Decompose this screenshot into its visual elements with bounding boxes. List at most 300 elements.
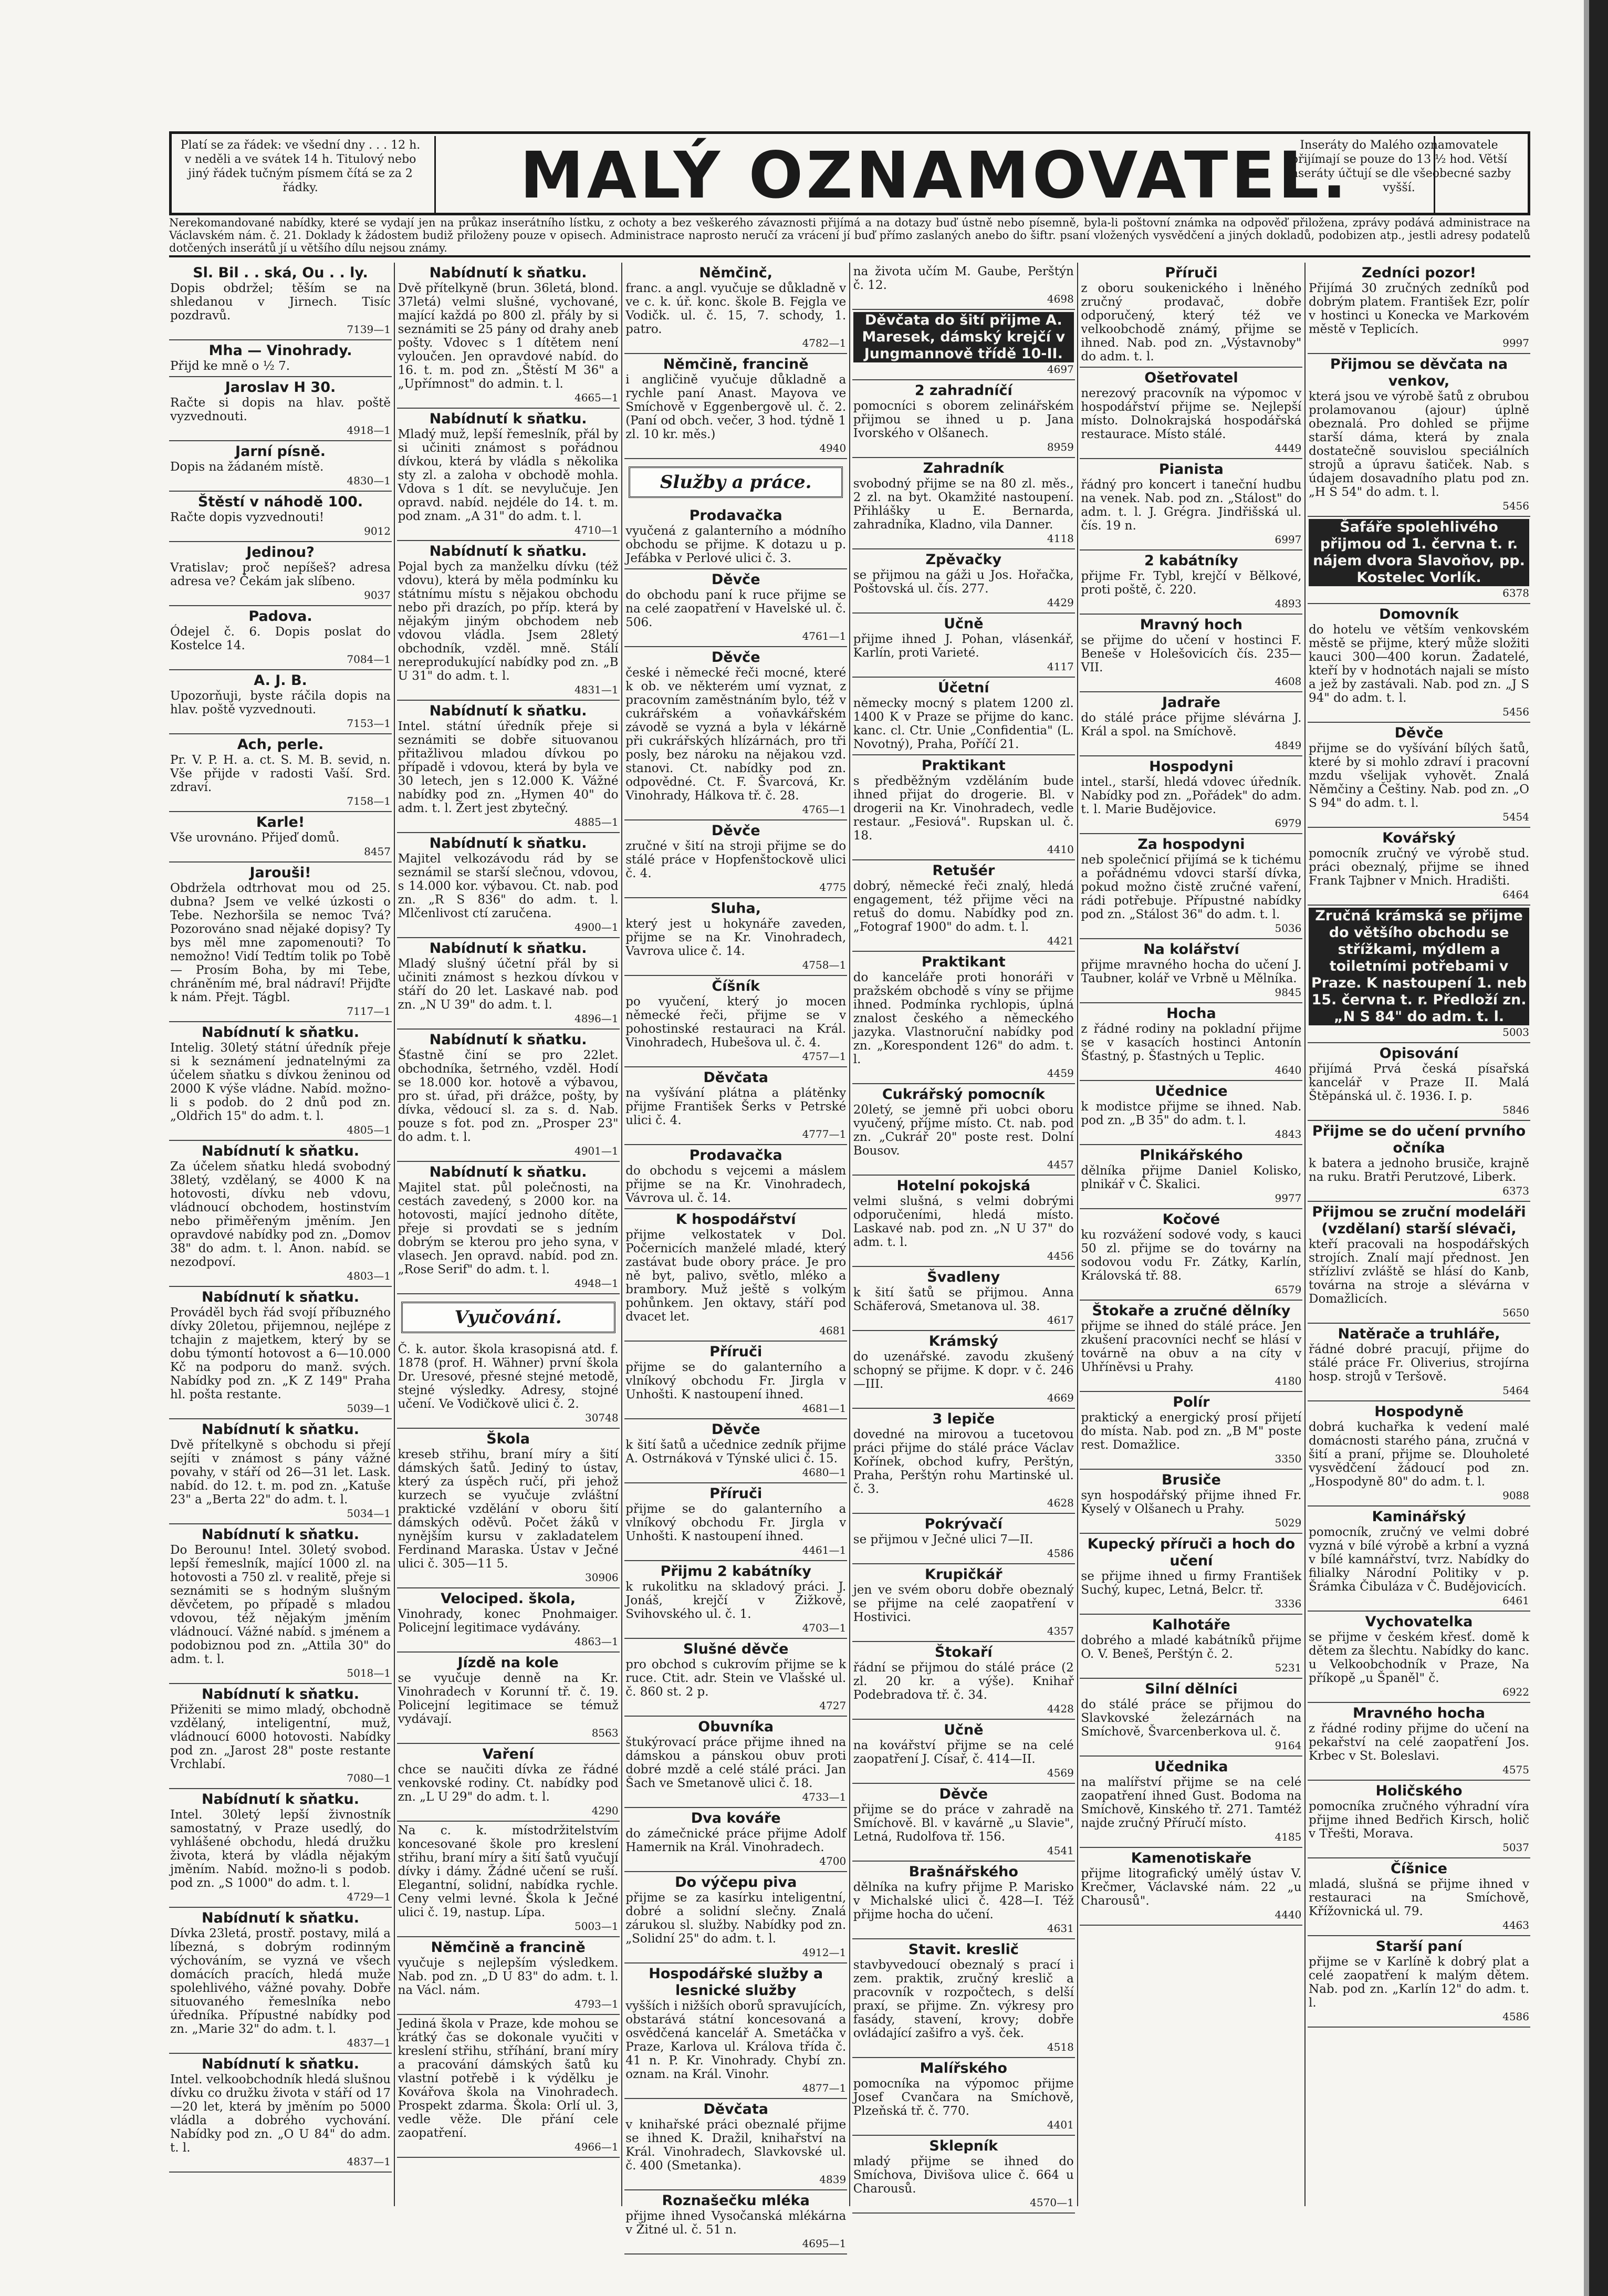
ad-number: 9012 [364, 525, 391, 537]
ad-number: 5231 [1275, 1661, 1302, 1674]
ad-heading: Dva kováře [691, 1810, 781, 1826]
ad-number: 4421 [1047, 934, 1074, 947]
ad-heading: Polír [1173, 1394, 1210, 1410]
classified-ad [169, 812, 392, 863]
ad-heading: Nabídnutí k sňatku. [202, 1289, 359, 1305]
ad-number: 4697 [1047, 363, 1074, 376]
ad-body: k šití šatů a učednice zedník přijme A. Ostrnáková v Týnské ulici č. 15. [625, 1438, 847, 1466]
ad-heading: Němčině, francině [663, 356, 809, 372]
ad-number: 30748 [584, 1411, 619, 1424]
ad-body: do hotelu ve větším venkovském městě se přijme, který může složiti kauci 300—400 korun. Žadatelé, kteří by v hodnotách najali se místo a jež by zastávali. Nab. pod zn. „J S 94" do adm. t. l. [1309, 623, 1529, 705]
ad-heading: Vychovatelka [1365, 1614, 1473, 1630]
ad-number: 4893 [1275, 597, 1302, 610]
classified-ad [169, 377, 392, 441]
ad-body: zručné v šití na stroji přijme se do stálé práce v Hopfenštockově ulici č. 4. [625, 839, 847, 880]
classified-ad [624, 1872, 847, 1963]
ad-number: 4839 [819, 2173, 847, 2186]
classified-ad [397, 263, 620, 409]
ad-body: pomocníka na výpomoc přijme Josef Cvančara na Smíchově, Plzeňská tř. č. 770. [853, 2077, 1074, 2118]
ad-heading: Nabídnutí k sňatku. [429, 265, 587, 281]
classified-ad [852, 860, 1075, 952]
ad-heading: Hospodyně [1374, 1404, 1464, 1420]
classified-ad [1308, 906, 1530, 1043]
ad-number: 6378 [1502, 587, 1529, 599]
ad-heading: Ach, perle. [237, 736, 324, 753]
ad-heading: Jedinou? [246, 544, 315, 560]
classified-ad [1080, 834, 1302, 939]
classified-ad [1308, 354, 1530, 517]
ad-heading: Velociped. škola, [441, 1591, 576, 1607]
ad-number: 4631 [1047, 1922, 1074, 1935]
ad-heading: Jadraře [1162, 694, 1220, 711]
ad-number: 7139—1 [347, 323, 391, 336]
ad-body: Intelig. 30letý státní úředník přeje si k seznámení jednatelnými za účelem sňatku s dívkou ženinou od 2000 K výše vládne. Nabíd. možno-li s podob. do 2 dnů pod zn. „Oldřich 15" do adm. t. l. [170, 1041, 391, 1123]
column-rule [849, 263, 850, 2206]
ad-heading: 3 lepiče [932, 1411, 995, 1427]
ad-heading: Nabídnutí k sňatku. [202, 1910, 359, 1926]
ad-number: 4640 [1275, 1064, 1302, 1076]
classified-ad [624, 1067, 847, 1145]
classified-ad [397, 701, 620, 833]
ad-number: 8563 [591, 1727, 619, 1739]
classified-ad [169, 606, 392, 670]
classified-ad [624, 2190, 847, 2255]
ad-heading: Přijmou se zruční modeláři (vzdělaní) starší slévači, [1312, 1204, 1526, 1237]
ad-heading: Štokaří [934, 1644, 993, 1660]
ad-body: nerezový pracovník na výpomoc v hospodářství přijme se. Nejlepší místo. Dolnokrajská hospodářská restaurace. Místo stálé. [1081, 387, 1302, 441]
ad-heading: Učednice [1155, 1083, 1228, 1099]
ad-number: 4837—1 [347, 2155, 391, 2168]
classified-ad [852, 1642, 1075, 1720]
classified-ad [624, 1209, 847, 1342]
ad-body: Mladý slušný účetní přál by si učiniti známost s hezkou dívkou v stáří do 20 let. Laskavé nab. pod zn. „N U 39" do adm. t. l. [398, 957, 619, 1012]
ad-body: dovedné na mirovou a tucetovou práci přijme do stálé práce Václav Kořínek, obchod kufry, Perštýn, Praha, Perštýn rohu Martinské ul. č. 3. [853, 1428, 1074, 1496]
ad-body: dobrého a mladé kabátníků přijme O. V. Beneš, Perštýn č. 2. [1081, 1634, 1302, 1661]
ad-number: 4290 [591, 1804, 619, 1817]
classified-ad [169, 734, 392, 812]
ad-number: 9088 [1502, 1489, 1529, 1502]
ad-heading: Nabídnutí k sňatku. [202, 1421, 359, 1438]
ad-number: 4608 [1275, 675, 1302, 688]
ad-body: přijímá Prvá česká písařská kancelář v Praze II. Malá Štěpánská ul. č. 1936. I. p. [1309, 1062, 1529, 1103]
ad-number: 4966—1 [574, 2141, 619, 2153]
ad-number: 4775 [819, 881, 847, 894]
classified-ad [169, 1287, 392, 1419]
ad-body: se přijme do učení v hostinci F. Beneše v Holešovicích čís. 235—VII. [1081, 633, 1302, 674]
ad-heading: Kamenotiskaře [1131, 1850, 1252, 1866]
ad-heading: Kalhotáře [1152, 1617, 1230, 1633]
ad-body: Obdržela odtrhovat mou od 25. dubna? Jsem ve velké úzkosti o Tebe. Nezhoršila se nemoc Tvá? Pozorováno snad nějaké dopisy? Ty bys měl mne zapomenouti? To nemožno! Vidí Tedtím tolik po Tobě — Prosím Boha, by mi Tebe, chráněním mé, bral nádraví! Přijďte k nám. Přejt. Tágbl. [170, 881, 391, 1004]
ad-number: 5029 [1275, 1516, 1302, 1529]
ad-column [169, 263, 392, 2206]
page-edge-shadow [1584, 0, 1589, 2296]
ad-body: Upozorňuji, byste ráčila dopis na hlav. poště vyzvednouti. [170, 689, 391, 716]
ad-body: velmi slušná, s velmi dobrými odporučeními, hledá místo. Laskavé nab. pod zn. „N U 37" do adm. t. l. [853, 1194, 1074, 1249]
ad-number: 5650 [1502, 1306, 1529, 1319]
ad-body: přijme se do galanterního a vlníkový obchodu Fr. Jirgla v Unhošti. K nastoupení ihned. [625, 1360, 847, 1401]
ad-number: 9037 [364, 589, 391, 601]
ad-number: 4703—1 [802, 1622, 847, 1634]
ad-heading: Starší paní [1375, 1938, 1463, 1955]
page-edge [1589, 0, 1608, 2296]
ad-number: 4429 [1047, 596, 1074, 609]
ad-heading: Děvče [711, 649, 760, 666]
ad-number: 30906 [584, 1571, 619, 1584]
ad-heading: Krámský [928, 1333, 998, 1349]
column-rule [394, 263, 395, 2206]
ad-number: 4117 [1047, 660, 1074, 673]
page-title: MALÝ OZNAMOVATEL. [520, 138, 1350, 213]
ad-body: která jsou ve výrobě šatů z obrubou prolamovanou (ajour) úplně obeznalá. Pro dohled se přijme starší dáma, která by znala dostatečně souvislou speciálních strojů a úpravu šatiček. Nab. s údajem dosavadního platu pod zn. „H S 54" do adm. t. l. [1309, 390, 1529, 499]
ad-number: 4698 [1047, 293, 1074, 305]
ad-heading: Hospodářské služby a lesnické služby [649, 1966, 823, 1999]
ad-heading: Kaminářský [1372, 1509, 1466, 1525]
ad-number: 4180 [1275, 1375, 1302, 1387]
ad-heading: Kovářský [1382, 830, 1456, 846]
ad-body: praktický a energický prosí přijetí do místa. Nab. pod zn. „B M" poste rest. Domažlice. [1081, 1411, 1302, 1452]
ad-body: Dvě přítelkyně (brun. 36letá, blond. 37letá) velmi slušné, vychované, mající každá po 800 zl. přály by si seznámiti se 25 pány od drahy aneb pošty. Vdovec s 1 dítětem není vyloučen. Jen opravdové nabíd. do 16. t. m. pod zn. „Štěstí M 36" a „Upřímnost" do admin. t. l. [398, 282, 619, 391]
classified-ad [169, 2054, 392, 2173]
ad-number: 7080—1 [347, 1772, 391, 1784]
ad-number: 4410 [1047, 843, 1074, 856]
ad-heading: Opisování [1379, 1045, 1459, 1062]
classified-ad [1080, 1615, 1302, 1679]
classified-ad [852, 678, 1075, 755]
ad-heading: Hotelní pokojská [896, 1178, 1031, 1194]
ad-heading: Nabídnutí k sňatku. [202, 2056, 359, 2072]
classified-ad [852, 1939, 1075, 2058]
classified-ad [169, 1419, 392, 1524]
ad-body: přijme ihned Vysočanská mlékárna v Žitné ul. č. 51 n. [625, 2209, 847, 2237]
ad-heading: Padova. [248, 608, 312, 625]
ad-heading: Děvčata [703, 2101, 769, 2117]
classified-ad [852, 1331, 1075, 1409]
ad-number: 4669 [1047, 1391, 1074, 1404]
ad-body: do obchodu s vejcemi a máslem přijme se na Kr. Vinohradech, Vávrova ul. č. 14. [625, 1164, 847, 1205]
classified-ad [1308, 1703, 1530, 1781]
ad-heading: Přijmu 2 kabátníky [660, 1563, 811, 1580]
ad-body: přijme Fr. Tybl, krejčí v Bělkové, proti poště, č. 220. [1081, 569, 1302, 597]
ad-heading: Nabídnutí k sňatku. [429, 940, 587, 957]
ad-heading: Číšnice [1391, 1861, 1447, 1877]
ad-number: 4940 [819, 442, 847, 454]
classified-ad [1080, 1145, 1302, 1209]
ad-body: chce se naučiti dívka ze řádné venkovské rodiny. Ct. nabídky pod zn. „L U 29" do adm. t. l. [398, 1763, 619, 1804]
ad-number: 4681 [819, 1324, 847, 1337]
classified-ad [1080, 550, 1302, 615]
classified-ad [1080, 459, 1302, 550]
ad-heading: Děvčata [703, 1069, 769, 1086]
classified-ad [852, 952, 1075, 1084]
classified-ad [1308, 1401, 1530, 1507]
ad-body: z oboru soukenického i lněného zručný prodavač, dobře odporučený, který též ve velkoobchodě známý, přijme se ihned. Nab. pod zn. „Výstavnoby" do adm. t. l. [1081, 282, 1302, 363]
ad-body: Přijímá 30 zručných zedníků pod dobrým platem. František Ezr, polír v hostinci u Konecka ve Markovém městě v Teplicích. [1309, 282, 1529, 336]
ad-heading: Přijme se do učení prvního očníka [1312, 1123, 1526, 1156]
classified-ad [624, 1717, 847, 1808]
deadline-info: Inseráty do Malého oznamovatele přijímají se pouze do 13 ½ hod. Větší inseráty účtují se dle všeobecné sazby vyšší. [1287, 139, 1511, 194]
ad-body: české i německé řeči mocné, které k ob. ve některém umí vyznat, z pracovním zaměstnáním bylo, též v cukrářském a voňavkářském závodě se vyzná a byla v lékárně při cukrářských hlízárnách, pro tři posly, bez nároku na nějakou vzd. stanovi. Ct. nabídky pod zn. odpovědné. Ct. F. Švarcová, Kr. Vinohrady, Hálkova tř. č. 28. [625, 666, 847, 803]
ad-number: 4733—1 [802, 1791, 847, 1803]
ad-heading: Mravného hocha [1353, 1705, 1485, 1721]
ad-number: 6922 [1502, 1686, 1529, 1698]
ad-number: 4901—1 [574, 1145, 619, 1157]
price-info: Platí se za řádek: ve všední dny . . . 12 h. v neděli a ve svátek 14 h. Titulový nebo jiný řádek tučným písmem čítá se za 2 řádky. [180, 139, 421, 194]
ad-body: Šťastně činí se pro 22let. obchodníka, šetrného, vzděl. Hodí se 18.000 kor. hotově a výbavou, pro st. úřad, při drážce, pošty, by dívka, vědoucí sl. za s. d. Nab. pouze s fot. pod zn. „Prosper 23" do adm. t. l. [398, 1048, 619, 1144]
ad-body: syn hospodářský přijme ihned Fr. Kyselý v Olšanech u Prahy. [1081, 1489, 1302, 1516]
classified-ad [852, 1084, 1075, 1176]
ad-heading: Silní dělníci [1145, 1681, 1238, 1697]
ad-body: přijme se za kasírku inteligentní, dobré a solidní slečny. Znalá zárukou sl. služby. Nabídky pod zn. „Solidní 25" do adm. t. l. [625, 1891, 847, 1946]
ad-body: Přijd ke mně o ½ 7. [170, 359, 290, 373]
classified-ad [1308, 1507, 1530, 1612]
ad-heading: Nabídnutí k sňatku. [429, 1164, 587, 1180]
ad-body: Dívka 23letá, prostř. postavy, milá a líbezná, s dobrým rodinným výchováním, se vyzná ve všech domácích pracích, hledá muže spolehlivého, vážné povahy. Dobře situovaného řemeslníka nebo úředníka. Přípustné nabídky pod zn. „Marie 32" do adm. t. l. [170, 1927, 391, 2036]
ad-heading: Kočové [1162, 1211, 1220, 1228]
ad-body: přijme velkostatek v Dol. Počernicích manželé mladé, který zastávat bude obory práce. Je pro ně byt, palivo, světlo, mléko a brambory. Muž ještě s volkým pohůnkem. Jen oktavy, stáří pod dvacet let. [625, 1228, 847, 1324]
ad-number: 6997 [1275, 533, 1302, 546]
ad-heading: Do výčepu piva [675, 1874, 797, 1890]
ad-number: 4912—1 [802, 1946, 847, 1959]
ad-number: 4765—1 [802, 803, 847, 816]
ad-heading: Sklepník [929, 2138, 998, 2154]
ad-body: přijme litografický umělý ústav V. Krečmer, Václavské nám. 22 „u Charousů". [1081, 1867, 1302, 1908]
ad-body: do kanceláře proti honoráři v pražském obchodě s víny se přijme ihned. Podmínka rychlopis, úplná znalost českého a německého jazyka. Vlastnoruční nabídky pod zn. „Korespondent 126" do adm. t. l. [853, 971, 1074, 1066]
ad-body: kreseb střihu, braní míry a šití dámských šatů. Jediný to ústav, který za úspěch ručí, při jehož kurzech se vyučuje zvláštní praktické vzdělání v oboru šití dámských oděvů. Počet žáků v nynějším kursu v zakladatelem Ferdinand Maraska. Ústav v Ječné ulici č. 305—11 5. [398, 1448, 619, 1571]
ad-number: 6979 [1275, 817, 1302, 829]
classified-ad [1080, 1301, 1302, 1392]
ad-heading: Roznašečku mléka [662, 2193, 810, 2209]
classified-ad [169, 1789, 392, 1908]
ad-body: Pr. V. P. H. a. ct. S. M. B. sevid, n. Vše přijde v radosti Vaší. Srd. zdraví. [170, 753, 391, 794]
ad-body: vyučená z galanterního a módního obchodu se přijme. K dotazu u p. Jefábka v Perlové ulici č. 3. [625, 524, 847, 565]
classified-ad [1308, 1324, 1530, 1401]
ad-heading: Na kolářství [1143, 941, 1239, 958]
ad-body: franc. a angl. vyučuje se důkladně v ve c. k. úř. konc. škole B. Fejgla ve Vodičk. ul. č. 15, 7. schody, 1. patro. [625, 282, 847, 336]
ad-heading: Nabídnutí k sňatku. [202, 1791, 359, 1807]
ad-number: 5018—1 [347, 1667, 391, 1679]
classified-ad [1080, 368, 1302, 459]
ad-heading: Sluha, [711, 900, 761, 917]
ad-heading: Děvče [711, 1421, 760, 1438]
classified-ad [397, 409, 620, 541]
ad-heading: Obuvníka [698, 1719, 774, 1735]
masthead [169, 131, 1530, 215]
ad-number: 6461 [1502, 1594, 1529, 1607]
ad-body: se vyučuje denně na Kr. Vinohradech v Korunní tř. č. 19. Policejní legitimace se témuž vydávají. [398, 1671, 619, 1726]
ad-number: 9845 [1275, 986, 1302, 999]
ad-body: Dopis obdržel; těším se na shledanou v Jirnech. Tisíc pozdravů. [170, 282, 391, 323]
ad-heading: Mravný hoch [1140, 617, 1242, 633]
classified-ad [169, 1022, 392, 1141]
classified-ad [169, 492, 392, 542]
classified-ad [624, 354, 847, 459]
ad-number: 5037 [1502, 1841, 1529, 1854]
ad-number: 4586 [1047, 1547, 1074, 1560]
ad-body: k modistce přijme se ihned. Nab. pod zn. „B 35" do adm. t. l. [1081, 1100, 1302, 1127]
ad-number: 5454 [1502, 811, 1529, 823]
ad-number: 4118 [1047, 532, 1074, 545]
ad-body: k šití šatů se přijmou. Anna Schäferová, Smetanova ul. 38. [853, 1286, 1074, 1313]
ad-body: Do Berounu! Intel. 30letý svobod. lepší řemeslník, mající 1000 zl. na hotovosti a 750 zl. v realitě, přeje si seznámiti se s hodným slušným děvčetem, po případě s mladou vdovou, též nějakým jměním vládnoucí. Vážné nabíd. s jménem a podobiznou pod zn. „Attila 30" do adm. t. l. [170, 1543, 391, 1666]
ad-body: Vinohrady, konec Pnohmaiger. Policejní legitimace vydávány. [398, 1607, 619, 1635]
ad-heading: Učně [944, 1722, 984, 1738]
classified-ad [397, 1588, 620, 1653]
ad-body: na malířství přijme se na celé zaopatření ihned Gust. Bodoma na Smíchově, Kinského tř. 271. Tamtéž najde zručný Příručí místo. [1081, 1775, 1302, 1830]
ad-body: Intel. velkoobchodník hledá slušnou dívku co družku života v stáří od 17—20 let, která by jměním po 5000 vládla a dobrého vychování. Nabídky pod zn. „O U 84" do adm. t. l. [170, 2073, 391, 2155]
classified-ad [1080, 1848, 1302, 1926]
ad-body: na života učím M. Gaube, Perštýn č. 12. [853, 265, 1074, 292]
ad-number: 4948—1 [574, 1277, 619, 1290]
ad-number: 4461—1 [802, 1544, 847, 1556]
ad-number: 4896—1 [574, 1012, 619, 1025]
ad-heading: Přijmou se děvčata na venkov, [1330, 356, 1508, 389]
classified-ad [624, 1483, 847, 1561]
ad-body: Majitel velkozávodu rád by se seznámil se starší slečnou, vdovou, s 14.000 kor. výbavou. Ct. nab. pod zn. „R S 836" do adm. t. l. Mlčenlivost ctí zaručena. [398, 852, 619, 920]
ad-heading: Hocha [1166, 1005, 1216, 1022]
ad-number: 4710—1 [574, 524, 619, 536]
ad-heading: Nabídnutí k sňatku. [202, 1686, 359, 1702]
ad-number: 4758—1 [802, 959, 847, 971]
ad-heading: Cukrářský pomocník [882, 1086, 1045, 1103]
ad-heading: Brašnářského [909, 1864, 1018, 1880]
ad-body: do uzenářské. zavodu zkušený schopný se přijme. K dopr. v č. 246—III. [853, 1350, 1074, 1391]
ad-number: 4401 [1047, 2118, 1074, 2131]
ad-body: přijme se do galanterního a vlníkový obchodu Fr. Jirgla v Unhošti. K nastoupení ihned. [625, 1502, 847, 1543]
ad-heading: Praktikant [921, 954, 1006, 970]
classified-ad [624, 569, 847, 647]
classified-ad [169, 1524, 392, 1684]
classified-ad [852, 1564, 1075, 1642]
ad-body: z řádné rodiny přijme do učení na pekařství na celé zaopatření Jos. Krbec v St. Boleslavi. [1309, 1722, 1529, 1763]
classified-ad [852, 2136, 1075, 2214]
classified-ad [852, 380, 1075, 458]
ad-body: ku rozvážení sodové vody, s kauci 50 zl. přijme se do továrny na sodovou vodu Fr. Zátky, Karlín, Královská tř. 88. [1081, 1228, 1302, 1283]
ad-number: 6373 [1502, 1185, 1529, 1197]
classified-ad [1308, 723, 1530, 828]
ad-heading: Šafáře spolehlivého přijmou od 1. června t. r. nájem dvora Slavoňov, pp. Kostelec Vorlík. [1309, 519, 1529, 586]
ad-heading: Nabídnutí k sňatku. [429, 703, 587, 719]
ad-body: pomocníci s oborem zelinářském přijmou se ihned u p. Jana Ivorského v Olšanech. [853, 399, 1074, 440]
ad-heading: Brusiče [1162, 1472, 1221, 1488]
ad-body: Intel. 30letý lepší živnostník samostatný, v Praze usedlý, do vyhlášené obchodu, hledá družku života, která by vládla nějakým jměním. Nabíd. možno-li s podob. pod zn. „S 1000" do adm. t. l. [170, 1808, 391, 1890]
ad-number: 4793—1 [574, 1998, 619, 2010]
classified-ad [1080, 756, 1302, 834]
ad-body: se přijme ihned u firmy František Suchý, kupec, Letná, Belcr. tř. [1081, 1570, 1302, 1597]
ad-body: do zámečnické práce přijme Adolf Hamernik na Král. Vinohradech. [625, 1827, 847, 1854]
ad-heading: Švadleny [927, 1269, 1000, 1285]
ad-body: dělníka na kufry přijme P. Marisko v Michalské ulici č. 428—I. Též přijme hocha do učení. [853, 1881, 1074, 1921]
classified-ad [1308, 1612, 1530, 1703]
ad-heading: Krupičkář [925, 1566, 1003, 1583]
ad-heading: Plnikářského [1140, 1147, 1243, 1163]
classified-ad [1080, 1081, 1302, 1145]
ad-body: Č. k. autor. škola krasopisná atd. f. 1878 (prof. H. Wähner) první škola Dr. Uresové, přesné stejné metodě, stejné výsledky. Adresy, stojné učení. Ve Vodičkově ulici č. 2. [398, 1343, 619, 1411]
ad-heading: Nabídnutí k sňatku. [429, 1032, 587, 1048]
ad-body: dělníka přijme Daniel Kolisko, plnikář v Č. Skalici. [1081, 1164, 1302, 1191]
ad-body: do stálé práce se přijmou do Slavkovské železárnách na Smíchově, Švarcenberkova ul. č. [1081, 1698, 1302, 1739]
ad-body: pro obchod s cukrovím přijme se k ruce. Ctit. adr. Stein ve Vlašské ul. č. 860 st. 2 p. [625, 1658, 847, 1699]
ad-heading: Zahradník [923, 460, 1004, 476]
ad-number: 3336 [1275, 1597, 1302, 1610]
ad-heading: Děvčata do šití přijme A. Maresek, dámský krejčí v Jungmannově třídě 10-II. [853, 312, 1074, 362]
ad-number: 5003—1 [574, 1920, 619, 1933]
section-heading-services: Služby a práce. [629, 466, 843, 498]
classified-ad [624, 1342, 847, 1419]
ad-number: 5456 [1502, 705, 1529, 718]
classified-ad [1080, 692, 1302, 756]
ad-number: 4459 [1047, 1067, 1074, 1079]
ad-heading: Učednika [1154, 1759, 1228, 1775]
ad-number: 4831—1 [574, 683, 619, 696]
ad-number: 4357 [1047, 1625, 1074, 1637]
classified-ad [169, 670, 392, 734]
ad-body: Račte dopis vyzvednouti! [170, 511, 325, 524]
ad-heading: Příruči [1165, 265, 1218, 281]
ad-columns [169, 263, 1530, 2250]
ad-heading: Učně [944, 616, 984, 632]
classified-ad [397, 1341, 620, 1429]
ad-number: 9977 [1275, 1192, 1302, 1204]
ad-number: 4803—1 [347, 1270, 391, 1282]
classified-ad [169, 441, 392, 492]
ad-body: vyšších i nižších oborů spravujících, obstarává státní koncesovaná a osvědčená kancelář A. Smetáčka v Praze, Karlova ul. Králova třída č. 41 n. P. Kr. Vinohrady. Chybí zn. oznam. na Král. Vinohr. [625, 1999, 847, 2081]
ad-number: 4757—1 [802, 1050, 847, 1063]
section-heading-teaching: Vyučování. [401, 1302, 615, 1333]
ad-number: 4900—1 [574, 921, 619, 933]
ad-body: Ódejel č. 6. Dopis poslat do Kostelce 14. [170, 625, 391, 652]
classified-ad [397, 1744, 620, 1822]
ad-body: Intel. státní úředník přeje si seznámiti se dobře situovanou přitažlivou mladou dívkou po případě i vdovou, která by byla ve 30 letech, jen s 12.000 K. Vážné nabídky pod zn. „Hymen 40" do adm. t. l. Žert jest zbytečný. [398, 720, 619, 815]
ad-number: 4456 [1047, 1250, 1074, 1262]
ad-number: 8959 [1047, 441, 1074, 453]
ad-heading: Domovník [1379, 606, 1459, 622]
classified-ad [169, 263, 392, 340]
ad-number: 5034—1 [347, 1507, 391, 1520]
ad-number: 5456 [1502, 500, 1529, 512]
ad-body: dobrá kuchařka k vedení malé domácnosti starého pána, zručná v šití a praní, přijme se. Dlouholeté vysvědčení žádoucí pod zn. „Hospodyně 80" do adm. t. l. [1309, 1420, 1529, 1489]
ad-number: 5036 [1275, 922, 1302, 934]
ad-body: přijme se do práce v zahradě na Smíchově. Bl. v kavárně „u Slavie", Letná, Rudolfova tř. 156. [853, 1803, 1074, 1844]
ad-number: 4837—1 [347, 2037, 391, 2049]
ad-number: 4463 [1502, 1919, 1529, 1931]
ad-heading: Nabídnutí k sňatku. [202, 1143, 359, 1159]
classified-ad [624, 1419, 847, 1483]
classified-ad [1080, 615, 1302, 692]
ad-body: se přijme v českém křesť. domě k dětem za šlechtu. Nabídky do kanc. u Velkoobchodník v Praze, Na příkopě „u Španěl" č. [1309, 1630, 1529, 1685]
ad-heading: K hospodářství [675, 1211, 796, 1228]
ad-heading: Sl. Bil . . ská, Ou . . ly. [193, 265, 368, 281]
ad-number: 4830—1 [347, 474, 391, 487]
ad-number: 4849 [1275, 739, 1302, 752]
ad-number: 9997 [1502, 337, 1529, 349]
classified-ad [169, 863, 392, 1022]
classified-ad [169, 340, 392, 377]
ad-heading: Pokrývačí [924, 1516, 1003, 1532]
ad-number: 4729—1 [347, 1890, 391, 1903]
ad-body: po vyučení, který jo mocen německé řeči, přijme se v pohostinské restauraci na Král. Vinohradech, Hubešova ul. č. 4. [625, 995, 847, 1050]
ad-number: 4885—1 [574, 816, 619, 828]
ad-body: Dopis na žádaném místě. [170, 460, 324, 474]
ad-body: pomocníka zručného výhradní víra přijme ihned Bedřich Kirsch, holič v Třešti, Morava. [1309, 1800, 1529, 1841]
classified-ad [169, 1141, 392, 1287]
ad-body: Majitel stat. půl polečnosti, na cestách zavedený, s 2000 kor. na hotovosti, mající jednoho dítěte, přeje si provdati se s jedním dobrým se kterou pro jeho syna, v vlasech. Jen opravd. nabíd. pod zn. „Rose Serif" do adm. t. l. [398, 1181, 619, 1276]
ad-body: na vyšívání plátna a plátěnky přijme František Šerks v Petrské ulici č. 4. [625, 1086, 847, 1127]
ad-body: přijme mravného hocha do učení J. Taubner, kolář ve Vrbně u Mělníka. [1081, 958, 1302, 985]
ad-body: vyučuje s nejlepším výsledkem. Nab. pod zn. „D U 83" do adm. t. l. na Václ. nám. [398, 1956, 619, 1997]
classified-ad [397, 1822, 620, 1937]
ad-number: 4569 [1047, 1767, 1074, 1779]
ad-body: s předběžným vzděláním bude ihned přijat do drogerie. Bl. v drogerii na Kr. Vinohradech, vedle restaur. „Fesiová". Rupskan ul. č. 18. [853, 774, 1074, 843]
